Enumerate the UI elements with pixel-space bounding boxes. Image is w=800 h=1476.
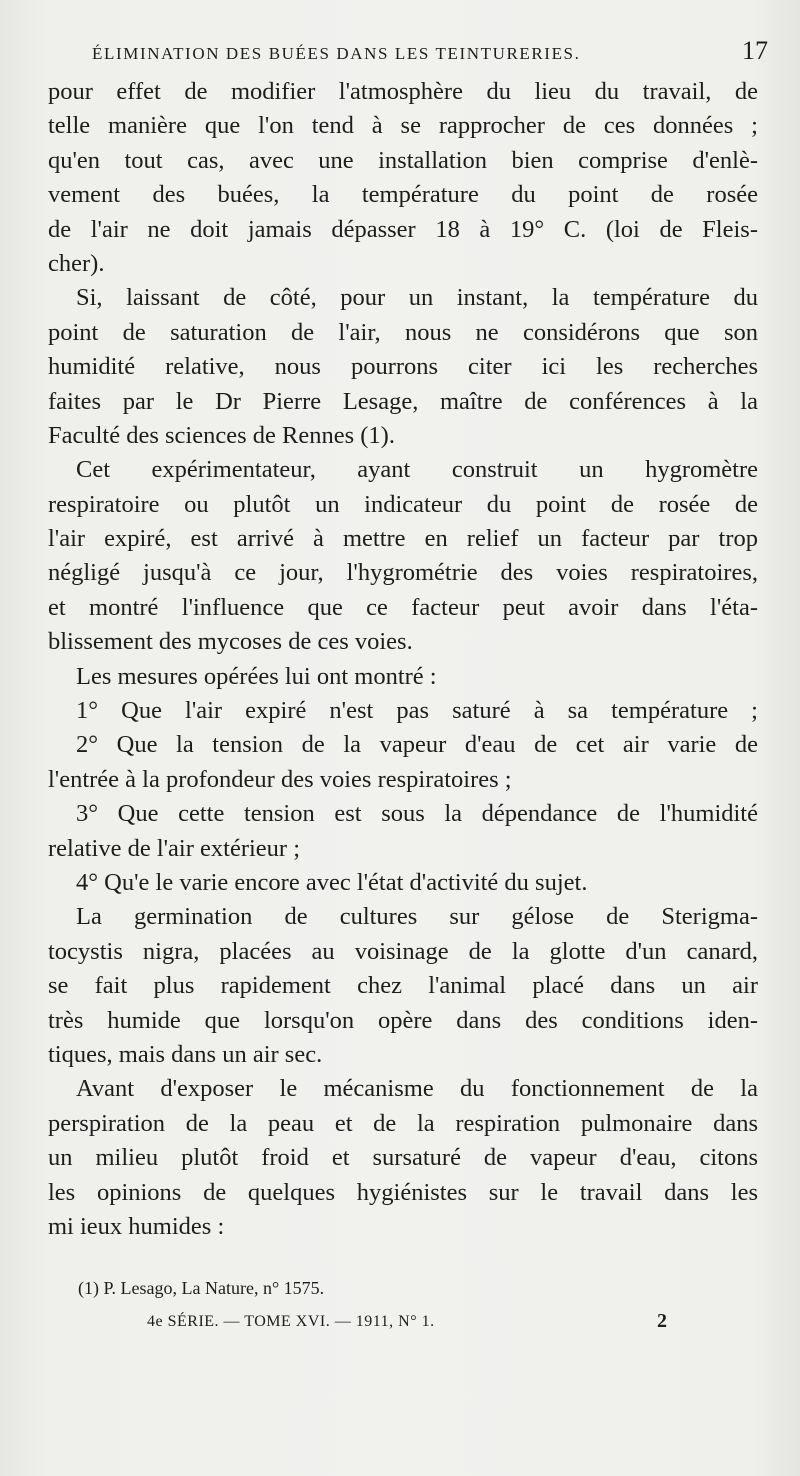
text-line: Cet expérimentateur, ayant construit un hygromètre [76,456,758,484]
text-line: telle manière que l'on tend à se rapprocher de ces données ; [48,112,758,140]
text-line: blissement des mycoses de ces voies. [48,628,413,656]
text-line: 4° Qu'e le varie encore avec l'état d'activité du sujet. [76,868,588,896]
signature-mark: 2 [657,1310,667,1332]
text-line: Avant d'exposer le mécanisme du fonctionnement de la [76,1075,758,1103]
text-line: Faculté des sciences de Rennes (1). [48,421,395,449]
text-line: tocystis nigra, placées au voisinage de la glotte d'un canard, [48,937,758,965]
text-line: un milieu plutôt froid et sursaturé de vapeur d'eau, citons [48,1144,758,1172]
text-line: vement des buées, la température du point de rosée [48,181,758,209]
text-line: 1° Que l'air expiré n'est pas saturé à sa température ; [76,697,758,725]
text-line: l'entrée à la profondeur des voies respiratoires ; [48,765,512,793]
text-line: mi ieux humides : [48,1212,225,1240]
text-line: se fait plus rapidement chez l'animal placé dans un air [48,972,758,1000]
text-line: point de saturation de l'air, nous ne considérons que son [48,318,758,346]
text-line: 3° Que cette tension est sous la dépendance de l'humidité [76,800,758,828]
running-title: ÉLIMINATION DES BUÉES DANS LES TEINTURERIES. [92,44,581,63]
text-line: et montré l'influence que ce facteur peut avoir dans l'éta- [48,593,758,621]
text-line: humidité relative, nous pourrons citer ici les recherches [48,353,758,381]
text-line: faites par le Dr Pierre Lesage, maître de conférences à la [48,387,758,415]
series-line: 4e SÉRIE. — TOME XVI. — 1911, N° 1. [147,1313,435,1330]
body-text [48,75,758,1244]
footnote: (1) P. Lesago, La Nature, n° 1575. [78,1278,325,1298]
text-line: très humide que lorsqu'on opère dans des conditions iden- [48,1006,758,1034]
text-line: qu'en tout cas, avec une installation bien comprise d'enlè- [48,146,758,174]
text-line: 2° Que la tension de la vapeur d'eau de cet air varie de [76,731,758,759]
text-line: tiques, mais dans un air sec. [48,1040,323,1068]
text-line: La germination de cultures sur gélose de Sterigma- [76,903,758,931]
text-line: négligé jusqu'à ce jour, l'hygrométrie des voies respiratoires, [48,559,758,587]
text-line: les opinions de quelques hygiénistes sur le travail dans les [48,1178,758,1206]
text-line: respiratoire ou plutôt un indicateur du point de rosée de [48,490,758,518]
text-line: pour effet de modifier l'atmosphère du lieu du travail, de [48,78,758,105]
text-line: relative de l'air extérieur ; [48,834,300,862]
text-line: cher). [48,249,105,277]
text-line: perspiration de la peau et de la respiration pulmonaire dans [48,1109,758,1137]
running-header [92,36,768,70]
text-line: Les mesures opérées lui ont montré : [76,662,437,690]
text-line: l'air expiré, est arrivé à mettre en relief un facteur par trop [48,525,758,553]
text-line: Si, laissant de côté, pour un instant, la température du [76,284,758,312]
text-line: de l'air ne doit jamais dépasser 18 à 19° C. (loi de Fleis- [48,215,758,243]
page-number: 17 [742,36,768,65]
